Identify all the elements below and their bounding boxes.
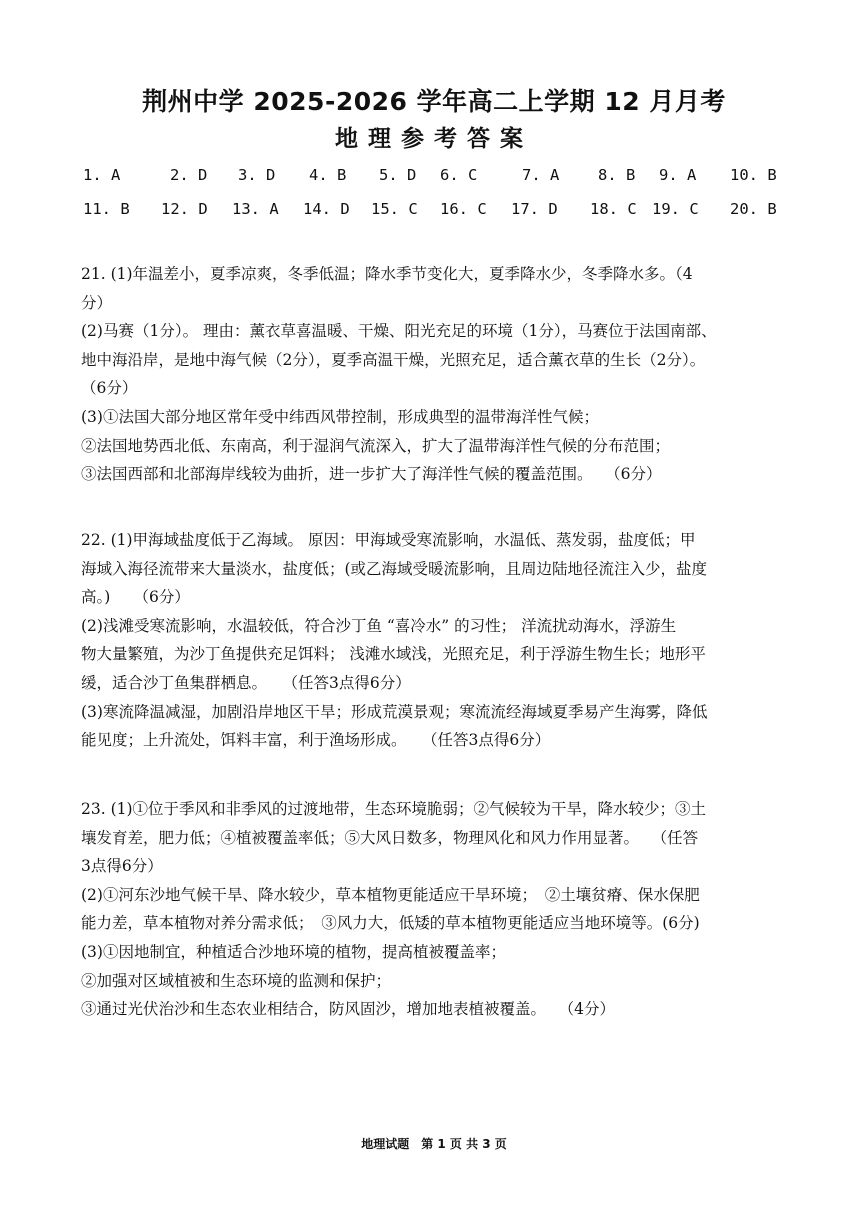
answer-item: 11. B <box>83 200 130 218</box>
answer-item: 2. D <box>170 166 208 184</box>
question-21-answer <box>81 260 791 489</box>
question-23-answer <box>81 795 791 1024</box>
answer-line: ③法国西部和北部海岸线较为曲折，进一步扩大了海洋性气候的覆盖范围。 （6分） <box>81 465 662 484</box>
answer-line: 壤发育差，肥力低；④植被覆盖率低；⑤大风日数多，物理风化和风力作用显著。 （任答 <box>81 828 699 847</box>
answer-item: 19. C <box>652 200 699 218</box>
answer-line: (3)寒流降温减湿，加剧沿岸地区干旱；形成荒漠景观；寒流流经海域夏季易产生海雾，降低 <box>81 702 708 721</box>
answer-line: 22. (1)甲海域盐度低于乙海域。 原因：甲海域受寒流影响，水温低、蒸发弱，盐度低；甲 <box>81 531 696 549</box>
answer-line: 能见度；上升流处，饵料丰富，利于渔场形成。 （任答3点得6分） <box>81 731 551 750</box>
answer-line: 地中海沿岸，是地中海气候（2分），夏季高温干燥，光照充足，适合薰衣草的生长（2分）。 <box>81 350 706 369</box>
answer-line: 缓，适合沙丁鱼集群栖息。 （任答3点得6分） <box>81 673 411 692</box>
answer-item: 17. D <box>511 200 558 218</box>
answer-item: 9. A <box>659 166 697 184</box>
answer-line: 3点得6分） <box>81 857 163 876</box>
answer-item: 10. B <box>730 166 777 184</box>
question-22-answer <box>81 526 791 755</box>
answer-item: 7. A <box>522 166 560 184</box>
answer-item: 18. C <box>590 200 637 218</box>
answer-item: 16. C <box>440 200 487 218</box>
answer-line: 分） <box>81 293 113 312</box>
answer-line: 23. (1)①位于季风和非季风的过渡地带，生态环境脆弱；②气候较为干旱，降水较少；③土 <box>81 800 707 818</box>
answer-item: 4. B <box>309 166 347 184</box>
page-subtitle: 地理参考答案 <box>335 126 533 152</box>
answer-item: 6. C <box>440 166 478 184</box>
answer-line: (3)①法国大部分地区常年受中纬西风带控制，形成典型的温带海洋性气候； <box>81 407 599 426</box>
answer-line: (2)浅滩受寒流影响，水温较低，符合沙丁鱼 “喜冷水” 的习性； 洋流扰动海水，浮游生 <box>81 616 677 635</box>
answer-line: 高。) （6分） <box>81 588 190 607</box>
answer-line: 21. (1)年温差小，夏季凉爽，冬季低温；降水季节变化大，夏季降水少，冬季降水多。（4 <box>81 265 693 283</box>
page-footer: 地理试题 第 1 页 共 3 页 <box>361 1137 507 1151</box>
answer-line: 能力差，草本植物对养分需求低； ③风力大，低矮的草本植物更能适应当地环境等。(6分) <box>81 914 700 933</box>
page-title: 荆州中学 2025-2026 学年高二上学期 12 月月考 <box>142 87 726 116</box>
answer-line: ③通过光伏治沙和生态农业相结合，防风固沙，增加地表植被覆盖。 （4分） <box>81 1000 616 1019</box>
answer-line: (3)①因地制宜，种植适合沙地环境的植物，提高植被覆盖率； <box>81 942 506 961</box>
answer-item: 14. D <box>303 200 350 218</box>
answer-item: 12. D <box>161 200 208 218</box>
answer-item: 3. D <box>238 166 276 184</box>
answer-line: ②加强对区域植被和生态环境的监测和保护； <box>81 971 392 990</box>
answer-line: （6分） <box>81 379 138 398</box>
answer-item: 5. D <box>379 166 417 184</box>
answer-item: 15. C <box>371 200 418 218</box>
answer-line: 海域入海径流带来大量淡水，盐度低；(或乙海域受暖流影响，且周边陆地径流注入少，盐度 <box>81 559 708 578</box>
answer-line: (2)①河东沙地气候干旱、降水较少，草本植物更能适应干旱环境； ②土壤贫瘠、保水保肥 <box>81 885 700 904</box>
answer-item: 13. A <box>232 200 279 218</box>
answer-line: 物大量繁殖，为沙丁鱼提供充足饵料； 浅滩水域浅，光照充足，利于浮游生物生长；地形平 <box>81 645 706 664</box>
answer-item: 8. B <box>598 166 636 184</box>
answer-line: ②法国地势西北低、东南高，利于湿润气流深入，扩大了温带海洋性气候的分布范围； <box>81 436 671 455</box>
answer-line: (2)马赛（1分）。 理由：薰衣草喜温暖、干燥、阳光充足的环境（1分），马赛位于法国南部、 <box>81 322 717 341</box>
answer-item: 1. A <box>83 166 121 184</box>
answer-item: 20. B <box>730 200 777 218</box>
